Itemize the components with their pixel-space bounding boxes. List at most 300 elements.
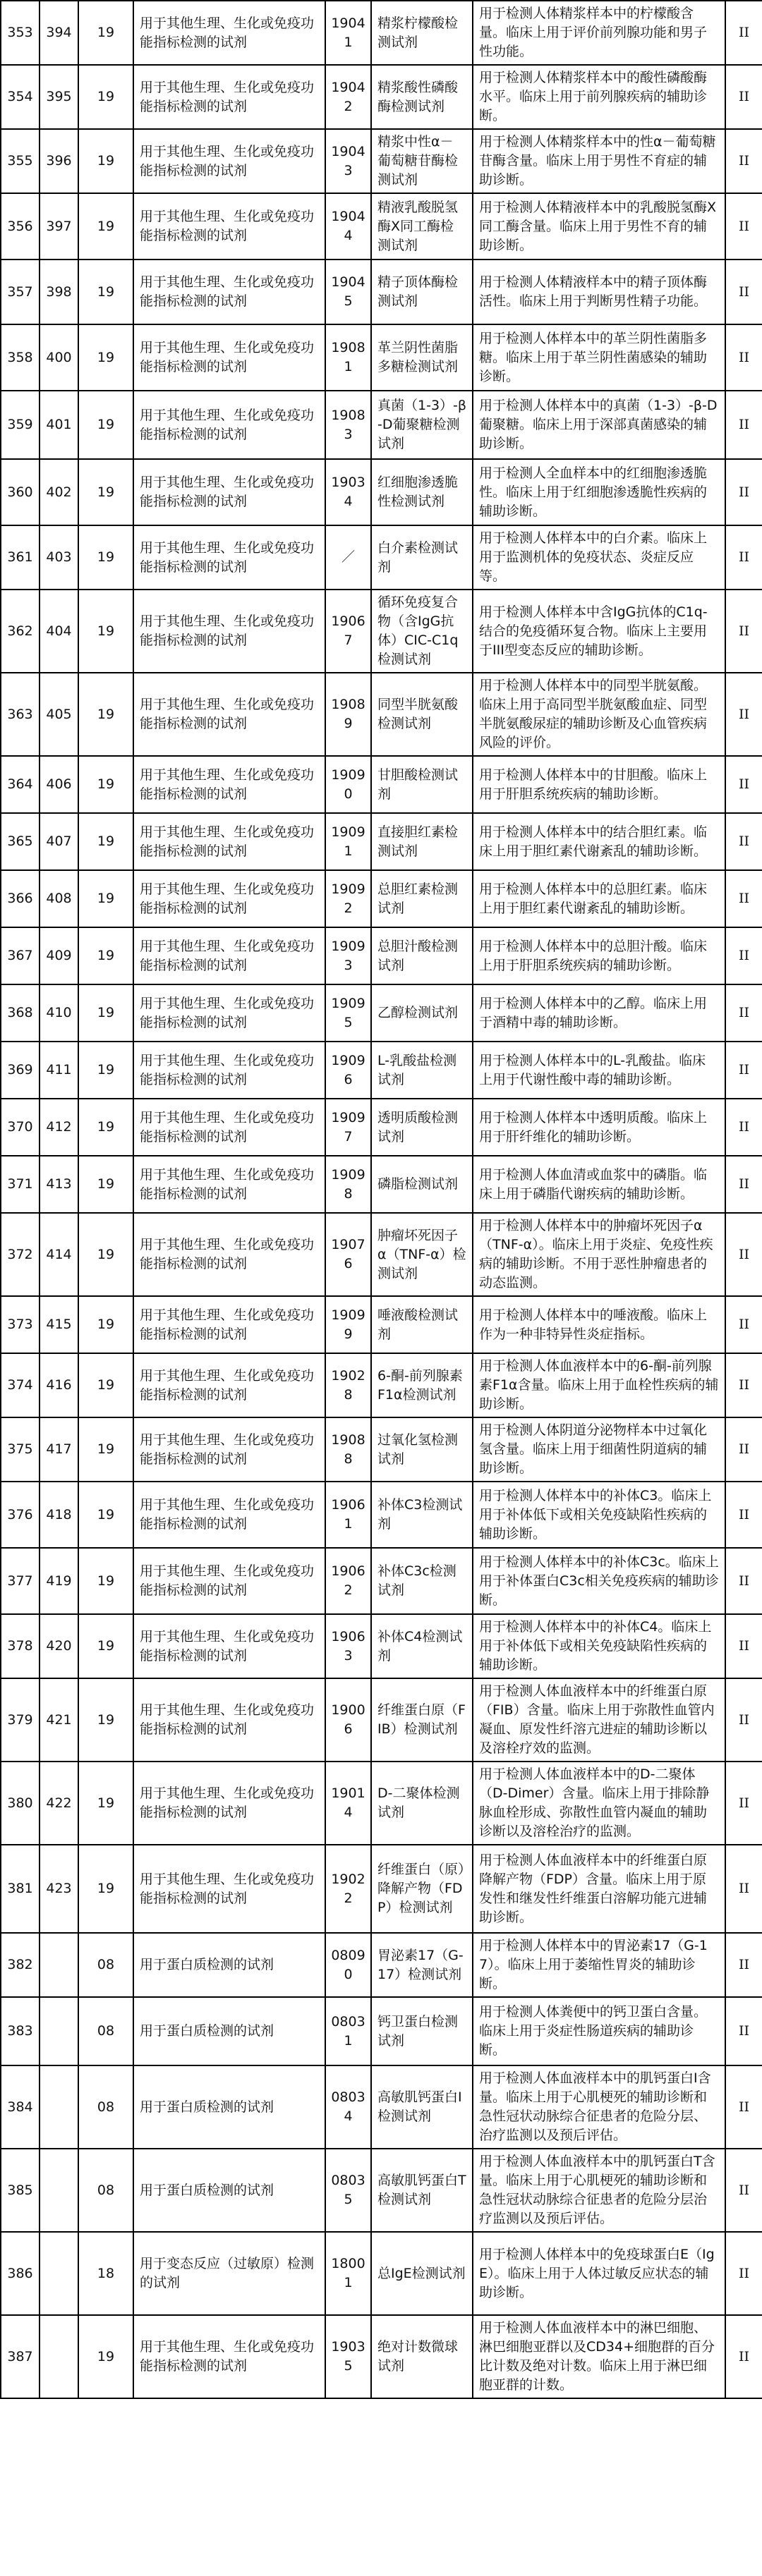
product-code-cell: 19083 xyxy=(325,391,371,459)
sequence-number-cell xyxy=(40,1933,78,1997)
category-name-cell: 用于其他生理、生化或免疫功能指标检测的试剂 xyxy=(133,1482,325,1548)
category-name-cell: 用于其他生理、生化或免疫功能指标检测的试剂 xyxy=(133,65,325,129)
sequence-number-cell xyxy=(40,1997,78,2065)
category-code-cell: 19 xyxy=(78,525,133,590)
category-name-cell: 用于其他生理、生化或免疫功能指标检测的试剂 xyxy=(133,1,325,65)
product-name-cell: 透明质酸检测试剂 xyxy=(371,1099,473,1156)
sequence-number-cell xyxy=(40,2065,78,2149)
category-code-cell: 19 xyxy=(78,1213,133,1296)
sequence-number-cell: 404 xyxy=(40,590,78,673)
row-number-cell: 355 xyxy=(1,129,40,193)
category-code-cell: 19 xyxy=(78,1,133,65)
management-class-cell: II xyxy=(725,2149,762,2232)
table-row xyxy=(1,673,762,756)
sequence-number-cell: 401 xyxy=(40,391,78,459)
table-row xyxy=(1,2065,762,2149)
management-class-cell: II xyxy=(725,1,762,65)
category-name-cell: 用于其他生理、生化或免疫功能指标检测的试剂 xyxy=(133,1614,325,1678)
category-code-cell: 19 xyxy=(78,324,133,391)
category-name-cell: 用于其他生理、生化或免疫功能指标检测的试剂 xyxy=(133,129,325,193)
row-number-cell: 361 xyxy=(1,525,40,590)
row-number-cell: 377 xyxy=(1,1548,40,1614)
product-name-cell: 红细胞渗透脆性检测试剂 xyxy=(371,459,473,525)
management-class-cell: II xyxy=(725,129,762,193)
intended-use-cell: 用于检测人体样本中的结合胆红素。临床上用于胆红素代谢紊乱的辅助诊断。 xyxy=(473,813,725,870)
management-class-cell: II xyxy=(725,1614,762,1678)
product-code-cell: 19022 xyxy=(325,1845,371,1933)
intended-use-cell: 用于检测人体样本中的真菌（1-3）-β-D葡聚糖。临床上用于深部真菌感染的辅助诊断。 xyxy=(473,391,725,459)
sequence-number-cell: 418 xyxy=(40,1482,78,1548)
sequence-number-cell: 412 xyxy=(40,1099,78,1156)
table-row xyxy=(1,193,762,260)
product-code-cell: 19035 xyxy=(325,2315,371,2398)
sequence-number-cell: 405 xyxy=(40,673,78,756)
intended-use-cell: 用于检测人体样本中的免疫球蛋白E（IgE）。临床上用于人体过敏反应状态的辅助诊断。 xyxy=(473,2232,725,2315)
management-class-cell: II xyxy=(725,1353,762,1417)
sequence-number-cell: 416 xyxy=(40,1353,78,1417)
intended-use-cell: 用于检测人体血液样本中的肌钙蛋白I含量。临床上用于心肌梗死的辅助诊断和急性冠状动脉综合征患者的危险分层、治疗监测以及预后评估。 xyxy=(473,2065,725,2149)
management-class-cell: II xyxy=(725,2065,762,2149)
product-code-cell: 19014 xyxy=(325,1762,371,1845)
category-name-cell: 用于其他生理、生化或免疫功能指标检测的试剂 xyxy=(133,193,325,260)
intended-use-cell: 用于检测人体精液样本中的精子顶体酶活性。临床上用于判断男性精子功能。 xyxy=(473,260,725,324)
management-class-cell: II xyxy=(725,1845,762,1933)
category-code-cell: 19 xyxy=(78,193,133,260)
product-name-cell: 6-酮-前列腺素F1α检测试剂 xyxy=(371,1353,473,1417)
management-class-cell: II xyxy=(725,1213,762,1296)
management-class-cell: II xyxy=(725,391,762,459)
category-name-cell: 用于其他生理、生化或免疫功能指标检测的试剂 xyxy=(133,324,325,391)
table-row xyxy=(1,2149,762,2232)
row-number-cell: 369 xyxy=(1,1042,40,1099)
category-code-cell: 19 xyxy=(78,1548,133,1614)
product-code-cell: 19044 xyxy=(325,193,371,260)
category-code-cell: 19 xyxy=(78,129,133,193)
product-name-cell: 高敏肌钙蛋白I检测试剂 xyxy=(371,2065,473,2149)
table-row xyxy=(1,324,762,391)
table-row xyxy=(1,813,762,870)
category-code-cell: 19 xyxy=(78,1678,133,1762)
sequence-number-cell: 395 xyxy=(40,65,78,129)
intended-use-cell: 用于检测人体样本中透明质酸。临床上用于肝纤维化的辅助诊断。 xyxy=(473,1099,725,1156)
product-name-cell: 胃泌素17（G-17）检测试剂 xyxy=(371,1933,473,1997)
category-code-cell: 19 xyxy=(78,1762,133,1845)
sequence-number-cell: 420 xyxy=(40,1614,78,1678)
table-row xyxy=(1,1353,762,1417)
category-name-cell: 用于其他生理、生化或免疫功能指标检测的试剂 xyxy=(133,984,325,1042)
row-number-cell: 365 xyxy=(1,813,40,870)
row-number-cell: 374 xyxy=(1,1353,40,1417)
management-class-cell: II xyxy=(725,813,762,870)
product-name-cell: 补体C3c检测试剂 xyxy=(371,1548,473,1614)
category-name-cell: 用于蛋白质检测的试剂 xyxy=(133,2149,325,2232)
product-code-cell: 19006 xyxy=(325,1678,371,1762)
row-number-cell: 371 xyxy=(1,1156,40,1213)
product-name-cell: 唾液酸检测试剂 xyxy=(371,1296,473,1353)
category-name-cell: 用于其他生理、生化或免疫功能指标检测的试剂 xyxy=(133,590,325,673)
intended-use-cell: 用于检测人体阴道分泌物样本中过氧化氢含量。临床上用于细菌性阴道病的辅助诊断。 xyxy=(473,1417,725,1482)
table-row xyxy=(1,984,762,1042)
row-number-cell: 364 xyxy=(1,756,40,813)
product-code-cell: 19092 xyxy=(325,870,371,927)
product-code-cell: 19093 xyxy=(325,927,371,984)
table-row xyxy=(1,1762,762,1845)
category-code-cell: 19 xyxy=(78,391,133,459)
row-number-cell: 386 xyxy=(1,2232,40,2315)
product-name-cell: 补体C3检测试剂 xyxy=(371,1482,473,1548)
row-number-cell: 384 xyxy=(1,2065,40,2149)
product-code-cell: 19090 xyxy=(325,756,371,813)
category-code-cell: 18 xyxy=(78,2232,133,2315)
product-name-cell: 高敏肌钙蛋白T检测试剂 xyxy=(371,2149,473,2232)
management-class-cell: II xyxy=(725,870,762,927)
intended-use-cell: 用于检测人体血液样本中的肌钙蛋白T含量。临床上用于心肌梗死的辅助诊断和急性冠状动脉综合征患者的危险分层治疗监测以及预后评估。 xyxy=(473,2149,725,2232)
sequence-number-cell: 403 xyxy=(40,525,78,590)
management-class-cell: II xyxy=(725,65,762,129)
table-row xyxy=(1,1099,762,1156)
product-code-cell: 19096 xyxy=(325,1042,371,1099)
intended-use-cell: 用于检测人体精浆样本中的性α－葡萄糖苷酶含量。临床上用于男性不育症的辅助诊断。 xyxy=(473,129,725,193)
sequence-number-cell: 396 xyxy=(40,129,78,193)
table-row xyxy=(1,1156,762,1213)
table-row xyxy=(1,590,762,673)
row-number-cell: 354 xyxy=(1,65,40,129)
intended-use-cell: 用于检测人体样本中的乙醇。临床上用于酒精中毒的辅助诊断。 xyxy=(473,984,725,1042)
management-class-cell: II xyxy=(725,1099,762,1156)
category-code-cell: 19 xyxy=(78,756,133,813)
management-class-cell: II xyxy=(725,927,762,984)
row-number-cell: 357 xyxy=(1,260,40,324)
intended-use-cell: 用于检测人体精液样本中的乳酸脱氢酶X同工酶含量。临床上用于男性不育的辅助诊断。 xyxy=(473,193,725,260)
management-class-cell: II xyxy=(725,1997,762,2065)
product-code-cell: 19028 xyxy=(325,1353,371,1417)
row-number-cell: 370 xyxy=(1,1099,40,1156)
product-code-cell: 19097 xyxy=(325,1099,371,1156)
row-number-cell: 367 xyxy=(1,927,40,984)
product-name-cell: 甘胆酸检测试剂 xyxy=(371,756,473,813)
intended-use-cell: 用于检测人体样本中含IgG抗体的C1q-结合的免疫循环复合物。临床上主要用于III型变态反应的辅助诊断。 xyxy=(473,590,725,673)
category-name-cell: 用于蛋白质检测的试剂 xyxy=(133,2065,325,2149)
intended-use-cell: 用于检测人体样本中的总胆红素。临床上用于胆红素代谢紊乱的辅助诊断。 xyxy=(473,870,725,927)
row-number-cell: 360 xyxy=(1,459,40,525)
product-code-cell: 19063 xyxy=(325,1614,371,1678)
row-number-cell: 373 xyxy=(1,1296,40,1353)
category-name-cell: 用于其他生理、生化或免疫功能指标检测的试剂 xyxy=(133,1845,325,1933)
intended-use-cell: 用于检测人体样本中的肿瘤坏死因子α（TNF-α）。临床上用于炎症、免疫性疾病的辅助诊断。不用于恶性肿瘤患者的动态监测。 xyxy=(473,1213,725,1296)
product-code-cell: ／ xyxy=(325,525,371,590)
product-code-cell: 19098 xyxy=(325,1156,371,1213)
table-row xyxy=(1,129,762,193)
product-code-cell: 19062 xyxy=(325,1548,371,1614)
management-class-cell: II xyxy=(725,260,762,324)
sequence-number-cell: 407 xyxy=(40,813,78,870)
product-name-cell: 精子顶体酶检测试剂 xyxy=(371,260,473,324)
table-row xyxy=(1,756,762,813)
product-code-cell: 19045 xyxy=(325,260,371,324)
category-code-cell: 19 xyxy=(78,590,133,673)
sequence-number-cell: 408 xyxy=(40,870,78,927)
table-row xyxy=(1,1678,762,1762)
table-row xyxy=(1,1933,762,1997)
category-code-cell: 19 xyxy=(78,1845,133,1933)
sequence-number-cell: 414 xyxy=(40,1213,78,1296)
row-number-cell: 362 xyxy=(1,590,40,673)
intended-use-cell: 用于检测人体样本中的白介素。临床上用于监测机体的免疫状态、炎症反应等。 xyxy=(473,525,725,590)
intended-use-cell: 用于检测人体样本中的L-乳酸盐。临床上用于代谢性酸中毒的辅助诊断。 xyxy=(473,1042,725,1099)
management-class-cell: II xyxy=(725,756,762,813)
sequence-number-cell: 402 xyxy=(40,459,78,525)
intended-use-cell: 用于检测人体样本中的补体C3。临床上用于补体低下或相关免疫缺陷性疾病的辅助诊断。 xyxy=(473,1482,725,1548)
product-code-cell: 19081 xyxy=(325,324,371,391)
category-name-cell: 用于其他生理、生化或免疫功能指标检测的试剂 xyxy=(133,673,325,756)
product-name-cell: 直接胆红素检测试剂 xyxy=(371,813,473,870)
product-name-cell: 纤维蛋白原（FIB）检测试剂 xyxy=(371,1678,473,1762)
intended-use-cell: 用于检测人体样本中的唾液酸。临床上作为一种非特异性炎症指标。 xyxy=(473,1296,725,1353)
product-name-cell: 同型半胱氨酸检测试剂 xyxy=(371,673,473,756)
sequence-number-cell: 422 xyxy=(40,1762,78,1845)
table-row xyxy=(1,1,762,65)
product-code-cell: 19091 xyxy=(325,813,371,870)
row-number-cell: 381 xyxy=(1,1845,40,1933)
sequence-number-cell: 417 xyxy=(40,1417,78,1482)
table-row xyxy=(1,1845,762,1933)
row-number-cell: 358 xyxy=(1,324,40,391)
row-number-cell: 366 xyxy=(1,870,40,927)
row-number-cell: 368 xyxy=(1,984,40,1042)
management-class-cell: II xyxy=(725,1548,762,1614)
category-name-cell: 用于其他生理、生化或免疫功能指标检测的试剂 xyxy=(133,1156,325,1213)
category-name-cell: 用于其他生理、生化或免疫功能指标检测的试剂 xyxy=(133,1213,325,1296)
management-class-cell: II xyxy=(725,1762,762,1845)
row-number-cell: 353 xyxy=(1,1,40,65)
product-name-cell: 补体C4检测试剂 xyxy=(371,1614,473,1678)
category-name-cell: 用于其他生理、生化或免疫功能指标检测的试剂 xyxy=(133,870,325,927)
category-name-cell: 用于其他生理、生化或免疫功能指标检测的试剂 xyxy=(133,1099,325,1156)
intended-use-cell: 用于检测人体精浆样本中的柠檬酸含量。临床上用于评价前列腺功能和男子性功能。 xyxy=(473,1,725,65)
category-code-cell: 19 xyxy=(78,673,133,756)
table-row xyxy=(1,391,762,459)
category-code-cell: 19 xyxy=(78,1042,133,1099)
product-code-cell: 19088 xyxy=(325,1417,371,1482)
category-name-cell: 用于蛋白质检测的试剂 xyxy=(133,1997,325,2065)
row-number-cell: 387 xyxy=(1,2315,40,2398)
category-code-cell: 19 xyxy=(78,2315,133,2398)
product-code-cell: 08035 xyxy=(325,2149,371,2232)
management-class-cell: II xyxy=(725,673,762,756)
management-class-cell: II xyxy=(725,1933,762,1997)
category-code-cell: 08 xyxy=(78,2065,133,2149)
sequence-number-cell: 397 xyxy=(40,193,78,260)
management-class-cell: II xyxy=(725,1042,762,1099)
row-number-cell: 383 xyxy=(1,1997,40,2065)
row-number-cell: 376 xyxy=(1,1482,40,1548)
product-name-cell: 绝对计数微球试剂 xyxy=(371,2315,473,2398)
product-name-cell: 精浆中性α－葡萄糖苷酶检测试剂 xyxy=(371,129,473,193)
management-class-cell: II xyxy=(725,1482,762,1548)
product-code-cell: 18001 xyxy=(325,2232,371,2315)
sequence-number-cell xyxy=(40,2149,78,2232)
category-name-cell: 用于其他生理、生化或免疫功能指标检测的试剂 xyxy=(133,1042,325,1099)
intended-use-cell: 用于检测人体粪便中的钙卫蛋白含量。临床上用于炎症性肠道疾病的辅助诊断。 xyxy=(473,1997,725,2065)
category-name-cell: 用于其他生理、生化或免疫功能指标检测的试剂 xyxy=(133,525,325,590)
product-name-cell: 循环免疫复合物（含IgG抗体）CIC-C1q检测试剂 xyxy=(371,590,473,673)
table-row xyxy=(1,1417,762,1482)
row-number-cell: 356 xyxy=(1,193,40,260)
table-row xyxy=(1,2232,762,2315)
product-code-cell: 19041 xyxy=(325,1,371,65)
table-row xyxy=(1,459,762,525)
row-number-cell: 359 xyxy=(1,391,40,459)
management-class-cell: II xyxy=(725,324,762,391)
intended-use-cell: 用于检测人体样本中的补体C4。临床上用于补体低下或相关免疫缺陷性疾病的辅助诊断。 xyxy=(473,1614,725,1678)
sequence-number-cell: 419 xyxy=(40,1548,78,1614)
product-name-cell: L-乳酸盐检测试剂 xyxy=(371,1042,473,1099)
management-class-cell: II xyxy=(725,193,762,260)
intended-use-cell: 用于检测人体样本中的补体C3c。临床上用于补体蛋白C3c相关免疫疾病的辅助诊断。 xyxy=(473,1548,725,1614)
product-code-cell: 08090 xyxy=(325,1933,371,1997)
table-row xyxy=(1,1614,762,1678)
management-class-cell: II xyxy=(725,984,762,1042)
product-code-cell: 19034 xyxy=(325,459,371,525)
product-code-cell: 19043 xyxy=(325,129,371,193)
sequence-number-cell: 394 xyxy=(40,1,78,65)
intended-use-cell: 用于检测人体样本中的革兰阴性菌脂多糖。临床上用于革兰阴性菌感染的辅助诊断。 xyxy=(473,324,725,391)
sequence-number-cell: 413 xyxy=(40,1156,78,1213)
sequence-number-cell: 409 xyxy=(40,927,78,984)
table-row xyxy=(1,927,762,984)
product-name-cell: 乙醇检测试剂 xyxy=(371,984,473,1042)
table-row xyxy=(1,1482,762,1548)
category-name-cell: 用于其他生理、生化或免疫功能指标检测的试剂 xyxy=(133,260,325,324)
category-name-cell: 用于其他生理、生化或免疫功能指标检测的试剂 xyxy=(133,1548,325,1614)
product-name-cell: 磷脂检测试剂 xyxy=(371,1156,473,1213)
intended-use-cell: 用于检测人体血液样本中的纤维蛋白原（FIB）含量。临床上用于弥散性血管内凝血、原发性纤溶亢进症的辅助诊断以及溶栓疗效的监测。 xyxy=(473,1678,725,1762)
row-number-cell: 382 xyxy=(1,1933,40,1997)
management-class-cell: II xyxy=(725,1678,762,1762)
category-code-cell: 08 xyxy=(78,2149,133,2232)
product-name-cell: 总胆红素检测试剂 xyxy=(371,870,473,927)
category-code-cell: 19 xyxy=(78,1482,133,1548)
category-name-cell: 用于其他生理、生化或免疫功能指标检测的试剂 xyxy=(133,1353,325,1417)
intended-use-cell: 用于检测人体样本中的同型半胱氨酸。临床上用于高同型半胱氨酸血症、同型半胱氨酸尿症的辅助诊断及心血管疾病风险的评价。 xyxy=(473,673,725,756)
product-code-cell: 19099 xyxy=(325,1296,371,1353)
category-code-cell: 19 xyxy=(78,1353,133,1417)
category-code-cell: 19 xyxy=(78,65,133,129)
management-class-cell: II xyxy=(725,590,762,673)
table-row xyxy=(1,65,762,129)
category-code-cell: 19 xyxy=(78,1156,133,1213)
row-number-cell: 375 xyxy=(1,1417,40,1482)
product-code-cell: 19076 xyxy=(325,1213,371,1296)
category-name-cell: 用于其他生理、生化或免疫功能指标检测的试剂 xyxy=(133,459,325,525)
category-code-cell: 08 xyxy=(78,1997,133,2065)
sequence-number-cell xyxy=(40,2232,78,2315)
sequence-number-cell: 406 xyxy=(40,756,78,813)
product-name-cell: 革兰阴性菌脂多糖检测试剂 xyxy=(371,324,473,391)
product-code-cell: 19095 xyxy=(325,984,371,1042)
sequence-number-cell: 411 xyxy=(40,1042,78,1099)
product-name-cell: 总胆汁酸检测试剂 xyxy=(371,927,473,984)
category-code-cell: 19 xyxy=(78,459,133,525)
category-name-cell: 用于其他生理、生化或免疫功能指标检测的试剂 xyxy=(133,1678,325,1762)
category-code-cell: 19 xyxy=(78,813,133,870)
table-row xyxy=(1,1296,762,1353)
intended-use-cell: 用于检测人体血液样本中的6-酮-前列腺素F1α含量。临床上用于血栓性疾病的辅助诊断。 xyxy=(473,1353,725,1417)
category-name-cell: 用于其他生理、生化或免疫功能指标检测的试剂 xyxy=(133,756,325,813)
sequence-number-cell: 410 xyxy=(40,984,78,1042)
management-class-cell: II xyxy=(725,2315,762,2398)
intended-use-cell: 用于检测人体血清或血浆中的磷脂。临床上用于磷脂代谢疾病的辅助诊断。 xyxy=(473,1156,725,1213)
table-row xyxy=(1,1997,762,2065)
category-name-cell: 用于其他生理、生化或免疫功能指标检测的试剂 xyxy=(133,927,325,984)
category-code-cell: 19 xyxy=(78,1296,133,1353)
row-number-cell: 378 xyxy=(1,1614,40,1678)
table-row xyxy=(1,1213,762,1296)
product-name-cell: 精液乳酸脱氢酶X同工酶检测试剂 xyxy=(371,193,473,260)
intended-use-cell: 用于检测人体血液样本中的D-二聚体（D-Dimer）含量。临床上用于排除静脉血栓形成、弥散性血管内凝血的辅助诊断以及溶栓治疗的监测。 xyxy=(473,1762,725,1845)
table-row xyxy=(1,1042,762,1099)
intended-use-cell: 用于检测人全血样本中的红细胞渗透脆性。临床上用于红细胞渗透脆性疾病的辅助诊断。 xyxy=(473,459,725,525)
table-row xyxy=(1,260,762,324)
management-class-cell: II xyxy=(725,1417,762,1482)
product-name-cell: 钙卫蛋白检测试剂 xyxy=(371,1997,473,2065)
category-code-cell: 08 xyxy=(78,1933,133,1997)
sequence-number-cell xyxy=(40,2315,78,2398)
product-code-cell: 08034 xyxy=(325,2065,371,2149)
management-class-cell: II xyxy=(725,525,762,590)
sequence-number-cell: 398 xyxy=(40,260,78,324)
intended-use-cell: 用于检测人体样本中的总胆汁酸。临床上用于肝胆系统疾病的辅助诊断。 xyxy=(473,927,725,984)
product-name-cell: 真菌（1-3）-β-D葡聚糖检测试剂 xyxy=(371,391,473,459)
table-row xyxy=(1,525,762,590)
category-name-cell: 用于蛋白质检测的试剂 xyxy=(133,1933,325,1997)
product-name-cell: D-二聚体检测试剂 xyxy=(371,1762,473,1845)
intended-use-cell: 用于检测人体精浆样本中的酸性磷酸酶水平。临床上用于前列腺疾病的辅助诊断。 xyxy=(473,65,725,129)
management-class-cell: II xyxy=(725,2232,762,2315)
product-name-cell: 白介素检测试剂 xyxy=(371,525,473,590)
product-code-cell: 19061 xyxy=(325,1482,371,1548)
category-code-cell: 19 xyxy=(78,870,133,927)
intended-use-cell: 用于检测人体血液样本中的淋巴细胞、淋巴细胞亚群以及CD34+细胞群的百分比计数及绝对计数。临床上用于淋巴细胞亚群的计数。 xyxy=(473,2315,725,2398)
row-number-cell: 379 xyxy=(1,1678,40,1762)
product-code-cell: 19042 xyxy=(325,65,371,129)
management-class-cell: II xyxy=(725,459,762,525)
intended-use-cell: 用于检测人体样本中的甘胆酸。临床上用于肝胆系统疾病的辅助诊断。 xyxy=(473,756,725,813)
category-code-cell: 19 xyxy=(78,1417,133,1482)
category-name-cell: 用于其他生理、生化或免疫功能指标检测的试剂 xyxy=(133,2315,325,2398)
category-name-cell: 用于其他生理、生化或免疫功能指标检测的试剂 xyxy=(133,391,325,459)
table-row xyxy=(1,1548,762,1614)
row-number-cell: 363 xyxy=(1,673,40,756)
table-row xyxy=(1,870,762,927)
sequence-number-cell: 415 xyxy=(40,1296,78,1353)
category-code-cell: 19 xyxy=(78,260,133,324)
category-code-cell: 19 xyxy=(78,1099,133,1156)
category-name-cell: 用于变态反应（过敏原）检测的试剂 xyxy=(133,2232,325,2315)
product-code-cell: 19089 xyxy=(325,673,371,756)
management-class-cell: II xyxy=(725,1296,762,1353)
category-name-cell: 用于其他生理、生化或免疫功能指标检测的试剂 xyxy=(133,1296,325,1353)
category-name-cell: 用于其他生理、生化或免疫功能指标检测的试剂 xyxy=(133,813,325,870)
management-class-cell: II xyxy=(725,1156,762,1213)
row-number-cell: 385 xyxy=(1,2149,40,2232)
intended-use-cell: 用于检测人体血液样本中的纤维蛋白原降解产物（FDP）含量。临床上用于原发性和继发性纤维蛋白溶解功能亢进辅助诊断。 xyxy=(473,1845,725,1933)
product-name-cell: 纤维蛋白（原）降解产物（FDP）检测试剂 xyxy=(371,1845,473,1933)
sequence-number-cell: 400 xyxy=(40,324,78,391)
sequence-number-cell: 421 xyxy=(40,1678,78,1762)
intended-use-cell: 用于检测人体样本中的胃泌素17（G-17）。临床上用于萎缩性胃炎的辅助诊断。 xyxy=(473,1933,725,1997)
product-code-cell: 08031 xyxy=(325,1997,371,2065)
